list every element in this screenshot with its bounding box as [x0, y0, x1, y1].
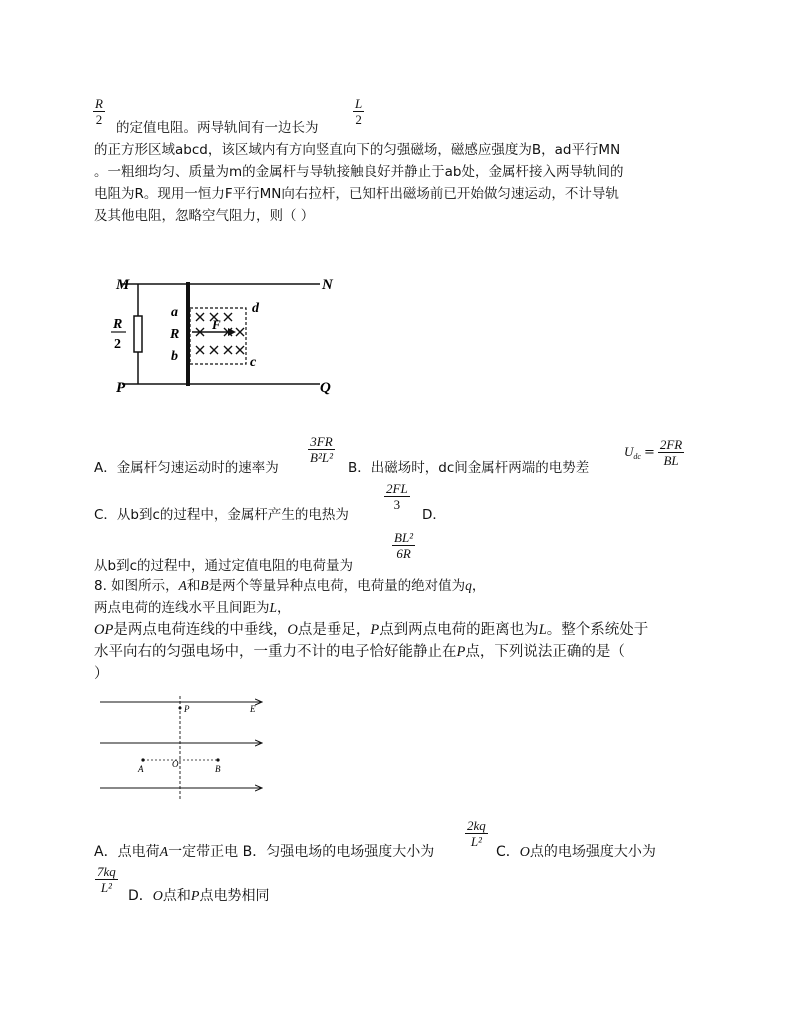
label-d: d [252, 301, 259, 316]
q8-option-a-b [94, 842, 434, 863]
var-O: O [287, 622, 298, 638]
var-q: q [465, 578, 472, 593]
text: 点到两点电荷的距离也为 [379, 622, 539, 638]
text: 一定带正电 [168, 844, 239, 860]
q8-option-c-fraction [95, 864, 118, 895]
charge-B [216, 758, 219, 761]
fraction-denominator: 3 [393, 497, 401, 512]
fraction-r-over-2 [93, 96, 105, 127]
point-P [179, 707, 182, 710]
equals-sign: = [643, 444, 655, 460]
q7-circuit-figure [100, 268, 360, 400]
text: 点，下列说法正确的是（ [465, 644, 625, 660]
fraction-denominator: BL [663, 452, 679, 468]
text: 。整个系统处于 [546, 622, 649, 638]
q8-option-b-fraction [465, 818, 488, 849]
text: 水平向右的匀强电场中，一重力不计的电子恰好能静止在 [94, 644, 457, 660]
q7-option-b-fraction [658, 437, 684, 468]
q7-line3: 。一粗细均匀、质量为m的金属杆与导轨接触良好并静止于ab处，金属杆接入两导轨间的 [94, 164, 624, 180]
q7-option-c: C．从b到c的过程中，金属杆产生的电热为 [94, 507, 349, 523]
q8-field-figure [98, 694, 270, 806]
resistor [134, 316, 142, 352]
text: 两点电荷的连线水平且间距为 [94, 600, 270, 616]
label-M: M [116, 277, 130, 293]
label-E: E [250, 704, 256, 714]
text: 和 [186, 578, 201, 594]
text: A．点电荷 [94, 844, 160, 860]
q7-option-b-formula [624, 434, 684, 470]
var-P: P [370, 622, 380, 638]
fraction-numerator: 2FR [659, 436, 683, 452]
fraction-denominator: 2 [95, 112, 103, 127]
fraction-denominator: L² [100, 880, 112, 895]
fraction-numerator: 2FL [386, 481, 408, 496]
var-O: O [152, 889, 163, 904]
var-B: B [200, 578, 209, 593]
text: 点电势相同 [199, 888, 270, 904]
var-P: P [190, 889, 200, 904]
text: 点和 [162, 888, 191, 904]
label-c: c [250, 355, 257, 370]
label-P: P [184, 704, 190, 714]
field-cross [196, 346, 204, 354]
resistor-label-den: 2 [114, 337, 121, 352]
fraction-numerator: 3FR [310, 434, 333, 449]
q7-line4: 电阻为R。现用一恒力F平行MN向右拉杆，已知杆出磁场前已开始做匀速运动，不计导轨 [94, 186, 619, 202]
q8-line4 [94, 642, 625, 662]
var-L: L [538, 622, 547, 638]
var-A: A [159, 845, 169, 860]
force-arrow-head [228, 328, 236, 336]
var-OP: OP [94, 622, 114, 638]
label-A: A [138, 764, 144, 774]
q7-option-a-fraction [308, 434, 335, 465]
text: D． [128, 888, 153, 904]
text: B．匀强电场的电场强度大小为 [242, 844, 435, 860]
q7-line1: 的定值电阻。两导轨间有一边长为 [116, 120, 319, 136]
text: C． [496, 844, 520, 860]
q7-line5: 及其他电阻，忽略空气阻力，则（ ） [94, 208, 315, 224]
var-O: O [519, 845, 530, 860]
label-P: P [116, 380, 126, 396]
q7-option-a: A．金属杆匀速运动时的速率为 [94, 460, 279, 476]
label-R: R [170, 327, 180, 342]
label-Q: Q [320, 380, 331, 396]
q7-option-b: B．出磁场时，dc间金属杆两端的电势差 [348, 460, 590, 476]
var-A: A [178, 578, 187, 593]
text: ， [277, 600, 291, 616]
text: ， [471, 578, 486, 594]
text: 是两点电荷连线的中垂线， [113, 622, 288, 638]
fraction-denominator: 2 [355, 112, 362, 127]
text: 是两个等量异种点电荷，电荷量的绝对值为 [208, 578, 466, 594]
text: 点是垂足， [297, 622, 371, 638]
q8-line5: ） [94, 666, 109, 682]
var-L: L [269, 600, 278, 615]
charge-A [141, 758, 144, 761]
q8-line2 [94, 598, 291, 618]
field-cross [224, 346, 232, 354]
fraction-numerator: BL² [394, 530, 414, 545]
q7-line2: 的正方形区域abcd，该区域内有方向竖直向下的匀强磁场，磁感应强度为B，ad平行MN [94, 142, 621, 158]
q7-option-d-fraction [392, 530, 415, 561]
field-cross [224, 313, 232, 321]
q8-line1 [94, 576, 485, 596]
label-b: b [171, 349, 178, 364]
text: 点的电场强度大小为 [529, 844, 656, 860]
q8-line3 [94, 620, 648, 640]
label-a: a [171, 305, 178, 320]
fraction-l-over-2 [353, 96, 364, 127]
fraction-denominator: 6R [396, 546, 411, 561]
fraction-numerator: 7kq [97, 864, 116, 879]
field-cross [210, 346, 218, 354]
potential-subscript: dc [633, 451, 641, 461]
fraction-numerator: R [95, 96, 103, 111]
text: 8. 如图所示， [94, 578, 179, 594]
field-cross [196, 313, 204, 321]
label-B: B [215, 764, 221, 774]
resistor-label-num: R [113, 317, 123, 332]
q8-option-d [128, 886, 269, 907]
fraction-denominator: L² [470, 834, 482, 849]
potential-symbol: U [624, 444, 634, 459]
field-cross [236, 346, 244, 354]
q7-option-d: D． [422, 507, 446, 523]
fraction-numerator: 2kq [467, 818, 486, 833]
label-N: N [322, 277, 333, 293]
q7-option-d-text: 从b到c的过程中，通过定值电阻的电荷量为 [94, 558, 353, 574]
fraction-numerator: L [355, 96, 363, 111]
q7-option-c-fraction [384, 481, 410, 512]
label-O: O [172, 759, 179, 769]
var-P: P [456, 644, 466, 660]
fraction-denominator: B²L² [310, 450, 333, 465]
q8-option-c [496, 842, 656, 863]
field-cross [236, 328, 244, 336]
label-F: F [212, 317, 221, 332]
